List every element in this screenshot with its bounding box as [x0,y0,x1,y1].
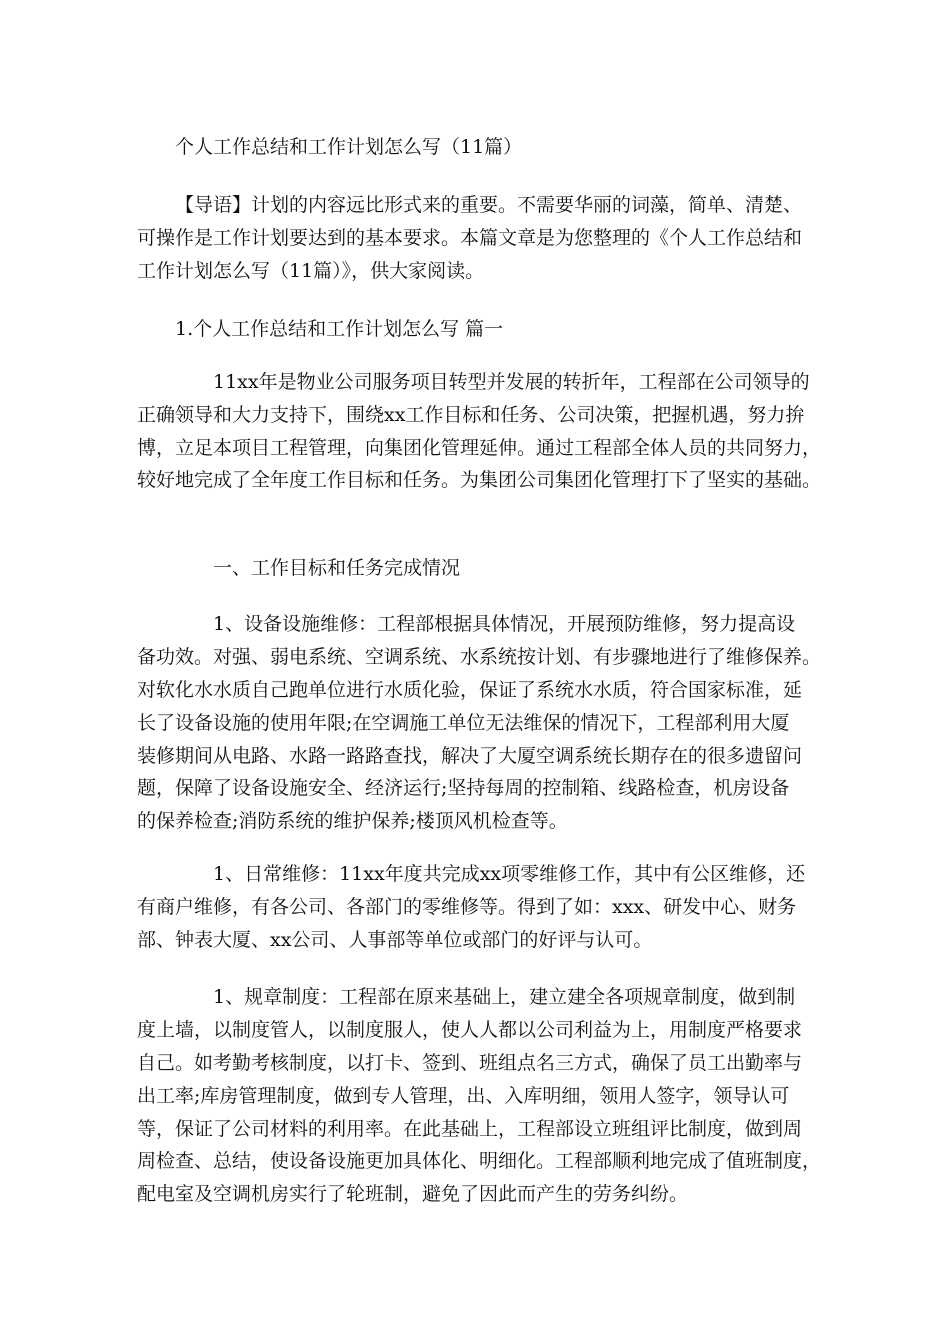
document-title: 个人工作总结和工作计划怎么写（11篇） [175,136,523,158]
text-line: 的保养检查;消防系统的维护保养;楼顶风机检查等。 [137,810,568,832]
text-line: 周检查、总结，使设备设施更加具体化、明细化。工程部顺利地完成了值班制度， [137,1150,822,1172]
text-line: 正确领导和大力支持下，围绕xx工作目标和任务、公司决策，把握机遇，努力拚 [137,404,805,426]
text-line: 可操作是工作计划要达到的基本要求。本篇文章是为您整理的《个人工作总结和 [137,227,803,249]
section-heading: 1.个人工作总结和工作计划怎么写 篇一 [175,318,504,340]
text-line: 1、设备设施维修：工程部根据具体情况，开展预防维修，努力提高设 [213,613,796,635]
text-line: 对软化水水质自己跑单位进行水质化验，保证了系统水水质，符合国家标准，延 [137,679,803,701]
text-line: 有商户维修，有各公司、各部门的零维修等。得到了如：xxx、研发中心、财务 [137,896,797,918]
text-line: 工作计划怎么写（11篇）》，供大家阅读。 [137,260,485,282]
text-line: 题，保障了设备设施安全、经济运行;坚持每周的控制箱、线路检查，机房设备 [137,777,790,799]
text-line: 【导语】计划的内容远比形式来的重要。不需要华丽的词藻，简单、清楚、 [175,194,803,216]
text-line: 自己。如考勤考核制度，以打卡、签到、班组点名三方式，确保了员工出勤率与 [137,1052,803,1074]
text-line: 装修期间从电路、水路一路路查找，解决了大厦空调系统长期存在的很多遗留问 [137,745,803,767]
text-line: 度上墙，以制度管人，以制度服人，使人人都以公司利益为上，用制度严格要求 [137,1019,803,1041]
text-line: 长了设备设施的使用年限;在空调施工单位无法维保的情况下，工程部利用大厦 [137,712,790,734]
text-line: 出工率;库房管理制度，做到专人管理，出、入库明细，领用人签字，领导认可 [137,1085,790,1107]
text-line: 11xx年是物业公司服务项目转型并发展的转折年，工程部在公司领导的 [213,371,810,393]
text-line: 1、日常维修：11xx年度共完成xx项零维修工作，其中有公区维修，还 [213,863,806,885]
text-line: 配电室及空调机房实行了轮班制，避免了因此而产生的劳务纠纷。 [137,1183,689,1205]
text-line: 博，立足本项目工程管理，向集团化管理延伸。通过工程部全体人员的共同努力， [137,437,822,459]
text-line: 等，保证了公司材料的利用率。在此基础上，工程部设立班组评比制度，做到周 [137,1118,803,1140]
text-line: 部、钟表大厦、xx公司、人事部等单位或部门的好评与认可。 [137,929,653,951]
subheading: 一、工作目标和任务完成情况 [213,557,461,579]
text-line: 备功效。对强、弱电系统、空调系统、水系统按计划、有步骤地进行了维修保养。 [137,646,822,668]
text-line: 较好地完成了全年度工作目标和任务。为集团公司集团化管理打下了坚实的基础。 [137,469,822,491]
text-line: 1、规章制度：工程部在原来基础上，建立建全各项规章制度，做到制 [213,986,796,1008]
